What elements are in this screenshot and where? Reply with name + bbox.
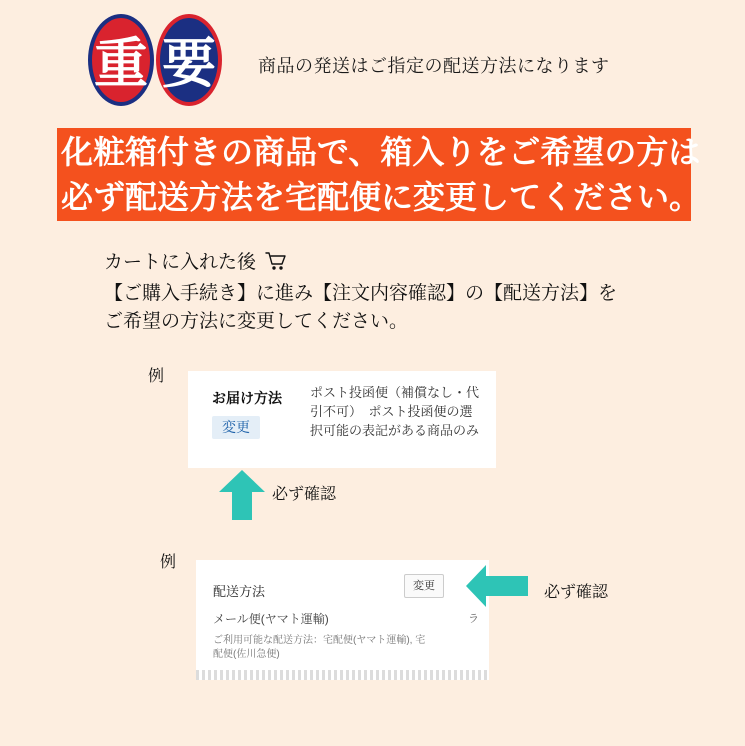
example-2-label: 例 bbox=[160, 554, 177, 571]
banner-line-2: 必ず配送方法を宅配便に変更してください。 bbox=[61, 179, 702, 215]
delivery-method-title: お届け方法 bbox=[212, 390, 282, 406]
header-title: 商品の発送はご指定の配送方法になります bbox=[258, 56, 610, 76]
instruction-line-1 bbox=[104, 249, 704, 280]
warning-banner bbox=[57, 128, 702, 221]
shipping-side-text: ラ bbox=[468, 613, 479, 625]
stamp-char-blue: 要 bbox=[156, 14, 222, 106]
change-button-2[interactable]: 変更 bbox=[404, 574, 444, 598]
instructions bbox=[104, 249, 704, 336]
instruction-line-1-text: カートに入れた後 bbox=[104, 252, 257, 273]
example-1-label: 例 bbox=[148, 368, 165, 385]
instruction-line-2: 【ご購入手続き】に進み【注文内容確認】の【配送方法】を bbox=[104, 283, 618, 304]
shipping-method-title: 配送方法 bbox=[213, 584, 266, 599]
stamp-char-red: 重 bbox=[88, 14, 154, 106]
confirm-note-1: 必ず確認 bbox=[272, 486, 337, 503]
arrow-left-icon bbox=[466, 565, 528, 607]
delivery-method-card-1 bbox=[188, 371, 496, 468]
change-button-1[interactable]: 変更 bbox=[212, 416, 260, 439]
shipping-method-available: ご利用可能な配送方法：宅配便(ヤマト運輸), 宅配便(佐川急便) bbox=[213, 635, 426, 660]
important-stamp bbox=[88, 14, 228, 106]
card-footer-divider bbox=[196, 670, 489, 680]
banner-line-1: 化粧箱付きの商品で、箱入りをご希望の方は bbox=[61, 134, 701, 170]
delivery-method-card-2 bbox=[196, 560, 489, 680]
confirm-note-2: 必ず確認 bbox=[544, 584, 609, 601]
shipping-method-value: メール便(ヤマト運輸) bbox=[213, 612, 329, 626]
cart-icon bbox=[265, 251, 287, 280]
arrow-up-icon bbox=[218, 470, 266, 520]
header bbox=[0, 0, 745, 118]
delivery-method-description: ポスト投函便（補償なし・代引不可） ポスト投函便の選択可能の表記がある商品のみ bbox=[310, 385, 480, 438]
instruction-line-3: ご希望の方法に変更してください。 bbox=[104, 311, 409, 332]
